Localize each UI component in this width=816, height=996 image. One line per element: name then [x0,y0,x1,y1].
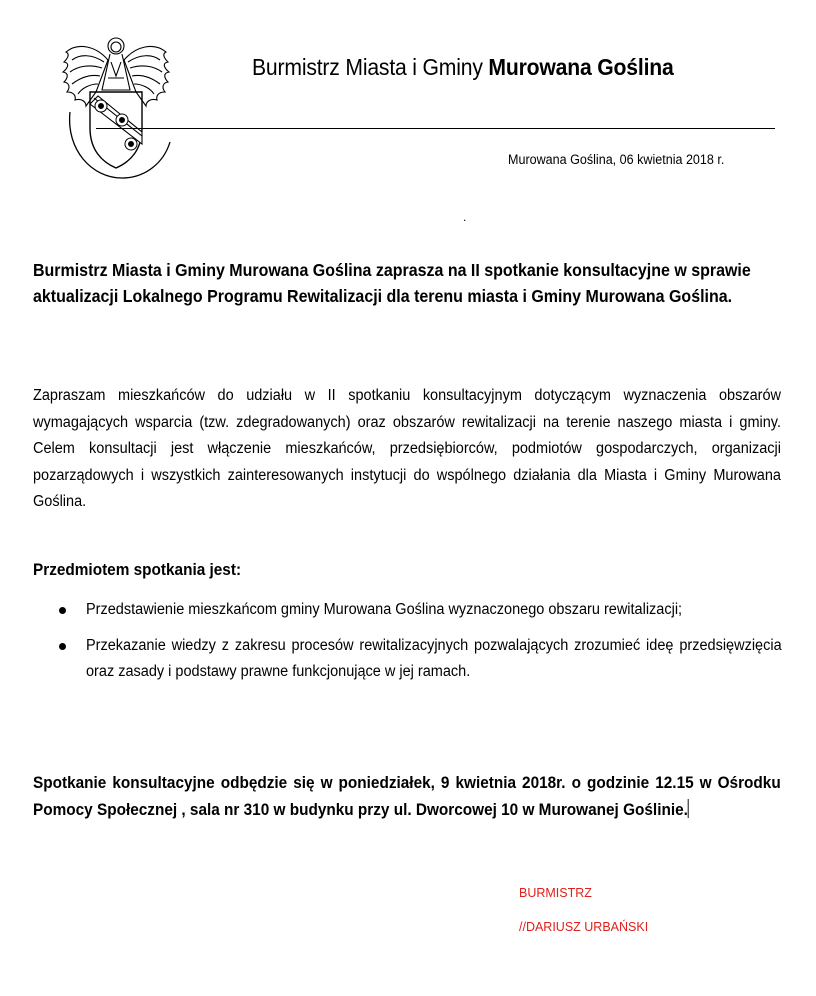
subject-heading: Przedmiotem spotkania jest: [33,561,242,579]
intro-paragraph [33,383,781,516]
page-title [252,54,674,81]
list-item [56,633,781,686]
list-item [56,597,781,624]
meeting-text-block [33,770,781,823]
lead-paragraph: Burmistrz Miasta i Gminy Murowana Goślina zaprasza na II spotkanie konsultacyjne w sprawie aktualizacji Lokalnego Programu Rewitalizacji dla terenu miasta i Gminy Murowana Goślina. [33,260,751,306]
intro-text: Zapraszam mieszkańców do udziału w II spotkaniu konsultacyjnym dotyczącym wyznaczenia obszarów wymagających wsparcia (tzw. zdegradowanych) oraz obszarów rewitalizacji na terenie naszego miasta i gminy. Celem konsultacji jest włączenie mieszkańców, przedsiębiorców, podmiotów gospodarczych, organizacji pozarządowych i wszystkich zainteresowanych instytucji do wspólnego działania dla Miasta i Gminy Murowana Goślina. [33,387,781,510]
header-divider [96,128,775,129]
title-regular: Burmistrz Miasta i Gminy [252,54,489,80]
bullet-icon [59,607,66,614]
coat-of-arms-icon [56,32,176,182]
meeting-paragraph [33,770,781,823]
signature-title: BURMISTRZ [519,886,592,900]
text-cursor [688,799,689,818]
document-date: Murowana Goślina, 06 kwietnia 2018 r. [508,152,725,167]
list-item-text: Przekazanie wiedzy z zakresu procesów rewitalizacyjnych pozwalających zrozumieć ideę przedsięwzięcia oraz zasady i podstawy prawne funkcjonujące w jej ramach. [86,636,782,680]
stray-dot: . [463,210,467,224]
meeting-text: Spotkanie konsultacyjne odbędzie się w poniedziałek, 9 kwietnia 2018r. o godzinie 12.15 w Ośrodku Pomocy Społecznej , sala nr 310 w budynku przy ul. Dworcowej 10 w Murowanej Goślinie. [33,774,781,819]
signature-name: //DARIUSZ URBAŃSKI [519,920,649,934]
title-bold: Murowana Goślina [488,54,674,80]
subject-list [56,597,781,695]
list-item-text: Przedstawienie mieszkańcom gminy Murowana Goślina wyznaczonego obszaru rewitalizacji; [86,601,683,618]
bullet-icon [59,643,66,650]
